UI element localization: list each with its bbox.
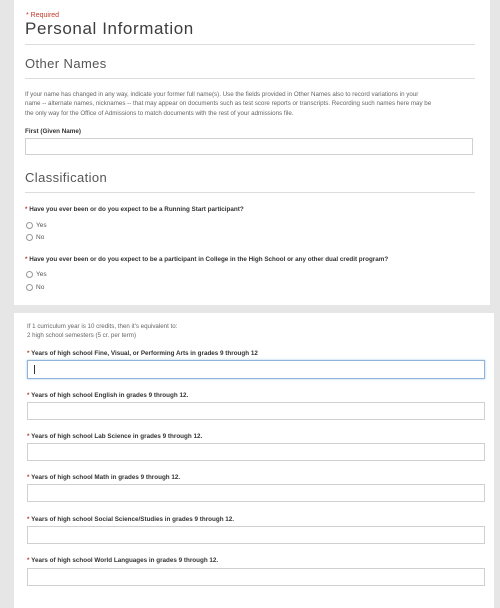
help-line: name -- alternate names, nicknames -- that may appear on documents such as test score reports or transcripts. Recording such names here may be <box>25 100 432 108</box>
label-text: Years of high school English in grades 9 through 12. <box>31 392 189 399</box>
divider <box>25 192 475 193</box>
label-text: Years of high school Fine, Visual, or Performing Arts in grades 9 through 12 <box>31 350 258 357</box>
radio-label: No <box>36 284 45 291</box>
required-star: * <box>27 516 30 523</box>
required-star: * <box>27 557 30 564</box>
text-cursor <box>34 365 35 374</box>
english-years-field[interactable] <box>27 402 485 420</box>
running-start-yes-radio[interactable] <box>26 222 47 229</box>
dual-credit-yes-radio[interactable] <box>26 271 47 278</box>
math-label <box>27 474 180 481</box>
social-science-label <box>27 516 234 523</box>
required-star: * <box>27 433 30 440</box>
first-name-field[interactable] <box>25 138 473 155</box>
help-line: the only way for the Office of Admissions to match documents with the rest of your admissions file. <box>25 109 294 117</box>
radio-circle-icon <box>26 284 33 291</box>
question-text: Have you ever been or do you expect to be a Running Start participant? <box>29 206 244 213</box>
divider <box>25 78 475 79</box>
required-star: * <box>25 206 28 213</box>
first-name-label: First (Given Name) <box>25 128 81 135</box>
lab-science-years-field[interactable] <box>27 443 485 461</box>
personal-information-panel <box>14 0 490 305</box>
english-label <box>27 392 188 399</box>
credits-panel <box>14 313 494 608</box>
dual-credit-no-radio[interactable] <box>26 284 44 291</box>
help-line: If your name has changed in any way, indicate your former full name(s). Use the fields provided in Other Names also to record variations in your <box>25 91 419 98</box>
math-years-field[interactable] <box>27 484 485 502</box>
label-text: Years of high school World Languages in grades 9 through 12. <box>31 557 219 564</box>
required-star: * <box>25 256 28 263</box>
world-languages-years-field[interactable] <box>27 568 485 586</box>
page-title: Personal Information <box>25 19 194 38</box>
radio-circle-icon <box>26 271 33 278</box>
radio-circle-icon <box>26 222 33 229</box>
required-star: * <box>27 474 30 481</box>
label-text: Years of high school Lab Science in grades 9 through 12. <box>31 433 203 440</box>
lab-science-label <box>27 433 202 440</box>
label-text: Years of high school Math in grades 9 through 12. <box>31 474 181 481</box>
required-star: * <box>27 392 30 399</box>
radio-label: Yes <box>36 271 47 278</box>
fine-arts-years-field[interactable] <box>27 360 485 379</box>
label-text: Years of high school Social Science/Studies in grades 9 through 12. <box>31 516 235 523</box>
other-names-help <box>25 90 480 118</box>
social-science-years-field[interactable] <box>27 526 485 544</box>
world-languages-label <box>27 557 218 564</box>
required-star: * <box>27 350 30 357</box>
other-names-heading: Other Names <box>25 56 107 71</box>
radio-circle-icon <box>26 234 33 241</box>
dual-credit-question <box>25 256 388 263</box>
help-line: If 1 curriculum year is 10 credits, then it's equivalent to: <box>27 323 178 330</box>
running-start-question <box>25 206 244 213</box>
classification-heading: Classification <box>25 170 108 185</box>
running-start-no-radio[interactable] <box>26 234 44 241</box>
radio-label: No <box>36 234 45 241</box>
credits-help <box>27 322 177 341</box>
required-note: * Required <box>26 12 60 19</box>
divider <box>25 44 475 45</box>
radio-label: Yes <box>36 222 47 229</box>
fine-arts-label <box>27 350 258 357</box>
help-line: 2 high school semesters (5 cr. per term) <box>27 332 137 340</box>
question-text: Have you ever been or do you expect to be a participant in College in the High School or any other dual credit program? <box>29 256 389 263</box>
